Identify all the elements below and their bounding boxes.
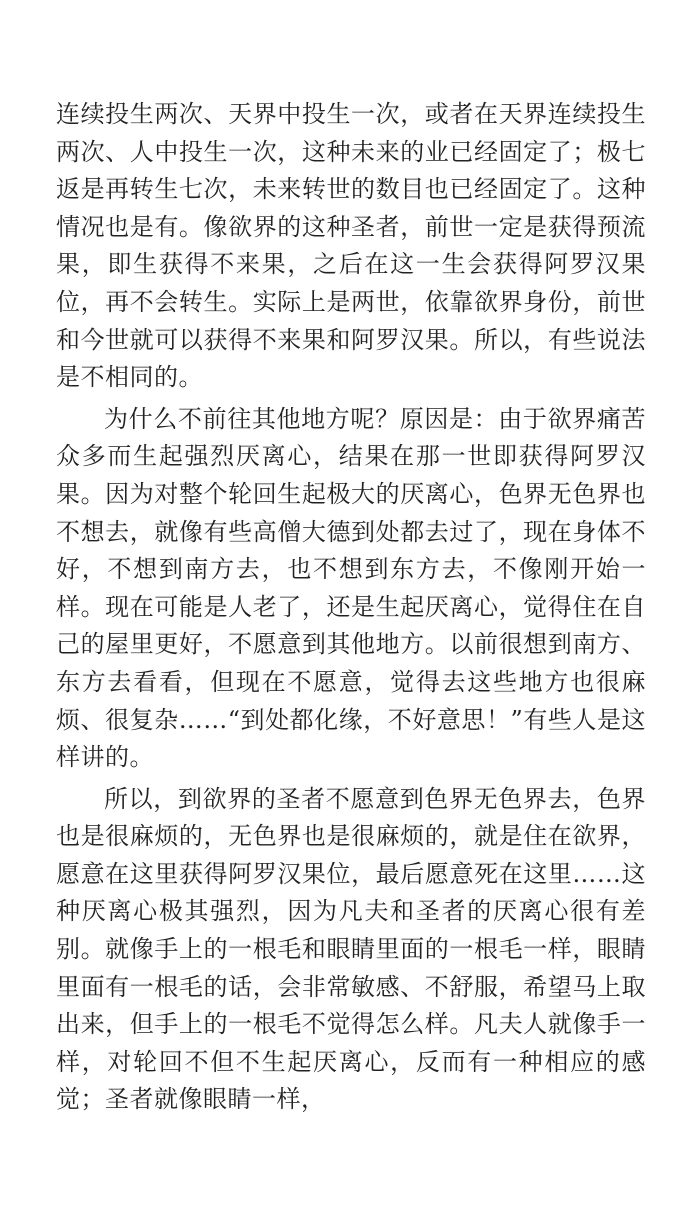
paragraph-2: 为什么不前往其他地方呢？原因是：由于欲界痛苦众多而生起强烈厌离心，结果在那一世即获得阿罗汉果。因为对整个轮回生起极大的厌离心，色界无色界也不想去，就像有些高僧大德到处都去过了，现在身体不好，不想到南方去，也不想到东方去，不像刚开始一样。现在可能是人老了，还是生起厌离心，觉得住在自己的屋里更好，不愿意到其他地方。以前很想到南方、东方去看看，但现在不愿意，觉得去这些地方也很麻烦、很复杂……“到处都化缘，不好意思！”有些人是这样讲的。 xyxy=(56,404,646,772)
paragraph-1: 连续投生两次、天界中投生一次，或者在天界连续投生两次、人中投生一次，这种未来的业已经固定了；极七返是再转生七次，未来转世的数目也已经固定了。这种情况也是有。像欲界的这种圣者，前世一定是获得预流果，即生获得不来果，之后在这一生会获得阿罗汉果位，再不会转生。实际上是两世，依靠欲界身份，前世和今世就可以获得不来果和阿罗汉果。所以，有些说法是不相同的。 xyxy=(56,100,646,392)
page-body xyxy=(56,96,646,1119)
paragraph-3: 所以，到欲界的圣者不愿意到色界无色界去，色界也是很麻烦的，无色界也是很麻烦的，就是住在欲界，愿意在这里获得阿罗汉果位，最后愿意死在这里……这种厌离心极其强烈，因为凡夫和圣者的厌离心很有差别。就像手上的一根毛和眼睛里面的一根毛一样，眼睛里面有一根毛的话，会非常敏感、不舒服，希望马上取出来，但手上的一根毛不觉得怎么样。凡夫人就像手一样，对轮回不但不生起厌离心，反而有一种相应的感觉；圣者就像眼睛一样， xyxy=(56,784,646,1114)
